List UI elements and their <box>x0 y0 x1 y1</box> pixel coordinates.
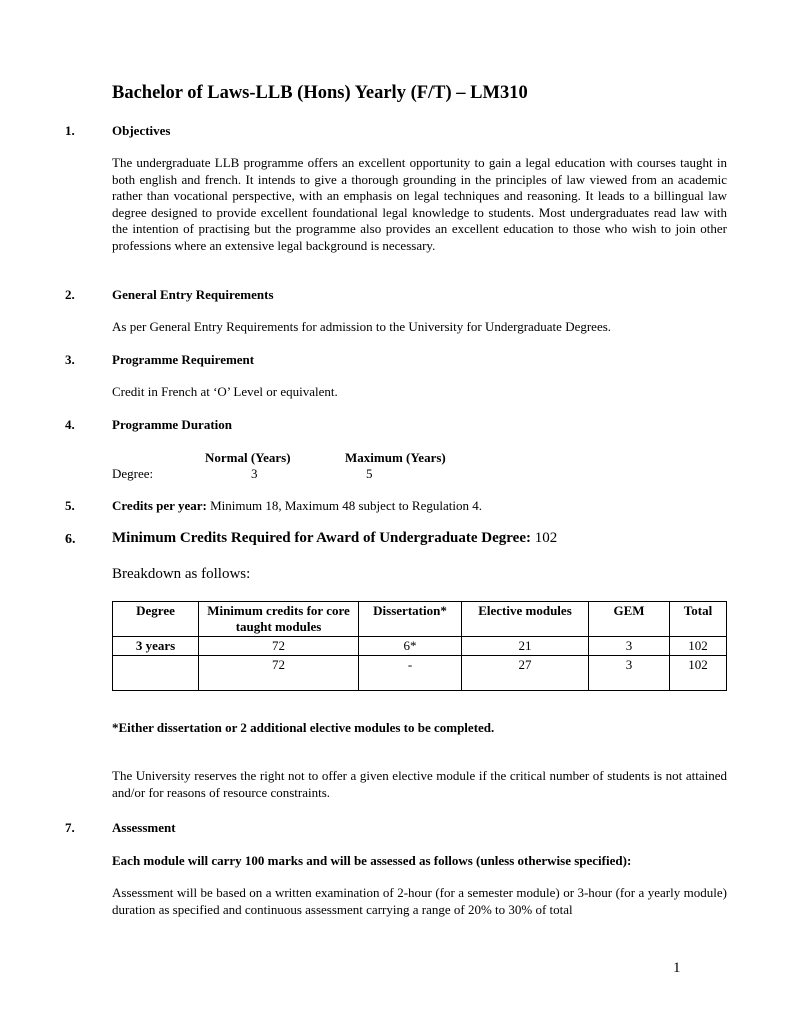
section-7-subheading: Each module will carry 100 marks and will be assessed as follows (unless otherwise specified): <box>112 853 632 868</box>
section-6-heading: Minimum Credits Required for Award of Undergraduate Degree: <box>112 530 531 546</box>
breakdown-label: Breakdown as follows: <box>112 566 251 582</box>
section-1-number: 1. <box>65 123 75 138</box>
table-cell: 21 <box>462 637 589 656</box>
section-5-heading: Credits per year: <box>112 498 207 513</box>
section-6-number: 6. <box>65 532 76 547</box>
duration-normal-header: Normal (Years) <box>205 450 291 465</box>
duration-row-label: Degree: <box>112 466 154 481</box>
credits-breakdown-table <box>112 601 727 691</box>
section-1-body: The undergraduate LLB programme offers an excellent opportunity to gain a legal education with courses taught in both english and french. It intends to give a thorough grounding in the principles of law viewed from an academic rather than vocational perspective, with an emphasis on legal techniques and reasoning. It leads to a billingual law degree designed to provide excellent foundational legal knowledge to students. Most undergraduates read law with the intention of practising but the programme also provides an excellent education to those who wish to join other professions where an extensive legal background is necessary. <box>112 155 727 253</box>
table-cell: 3 <box>589 656 670 691</box>
table-header-row <box>113 602 727 637</box>
header-elective-modules: Elective modules <box>462 602 589 637</box>
header-gem: GEM <box>589 602 670 637</box>
table-cell: 102 <box>670 637 727 656</box>
header-dissertation: Dissertation* <box>359 602 462 637</box>
section-5-number: 5. <box>65 498 75 513</box>
section-5-body: Minimum 18, Maximum 48 subject to Regulation 4. <box>210 498 482 513</box>
section-4-heading: Programme Duration <box>112 417 232 432</box>
section-4-number: 4. <box>65 417 75 432</box>
section-2-body: As per General Entry Requirements for admission to the University for Undergraduate Degrees. <box>112 319 612 334</box>
table-cell: 72 <box>199 637 359 656</box>
table-cell: - <box>359 656 462 691</box>
table-cell: 3 years <box>113 637 199 656</box>
table-row <box>113 637 727 656</box>
header-core-credits: Minimum credits for core taught modules <box>199 602 359 637</box>
document-title: Bachelor of Laws-LLB (Hons) Yearly (F/T) – LM310 <box>112 83 528 103</box>
section-7-heading: Assessment <box>112 820 176 835</box>
table-cell: 6* <box>359 637 462 656</box>
section-3-body: Credit in French at ‘O’ Level or equivalent. <box>112 384 338 399</box>
elective-note: The University reserves the right not to offer a given elective module if the critical number of students is not attained and/or for reasons of resource constraints. <box>112 768 727 800</box>
section-3-number: 3. <box>65 352 75 367</box>
duration-normal-value: 3 <box>251 466 258 481</box>
duration-max-header: Maximum (Years) <box>345 450 446 465</box>
table-cell: 102 <box>670 656 727 691</box>
section-2-heading: General Entry Requirements <box>112 287 274 302</box>
section-2-number: 2. <box>65 287 75 302</box>
table-row <box>113 656 727 691</box>
section-1-heading: Objectives <box>112 123 171 138</box>
section-5-line <box>112 498 482 514</box>
page-number: 1 <box>673 960 681 976</box>
header-degree: Degree <box>113 602 199 637</box>
table-footnote: *Either dissertation or 2 additional elective modules to be completed. <box>112 720 495 735</box>
table-cell: 3 <box>589 637 670 656</box>
table-cell: 72 <box>199 656 359 691</box>
header-total: Total <box>670 602 727 637</box>
section-7-number: 7. <box>65 820 75 835</box>
section-6-value: 102 <box>534 530 558 546</box>
section-7-body: Assessment will be based on a written examination of 2-hour (for a semester module) or 3-hour (for a yearly module) duration as specified and continuous assessment carrying a range of 20% to 30% of total <box>112 885 727 917</box>
section-3-heading: Programme Requirement <box>112 352 255 367</box>
duration-max-value: 5 <box>366 466 373 481</box>
table-cell: 27 <box>462 656 589 691</box>
section-6-line <box>112 530 557 547</box>
table-cell <box>113 656 199 691</box>
